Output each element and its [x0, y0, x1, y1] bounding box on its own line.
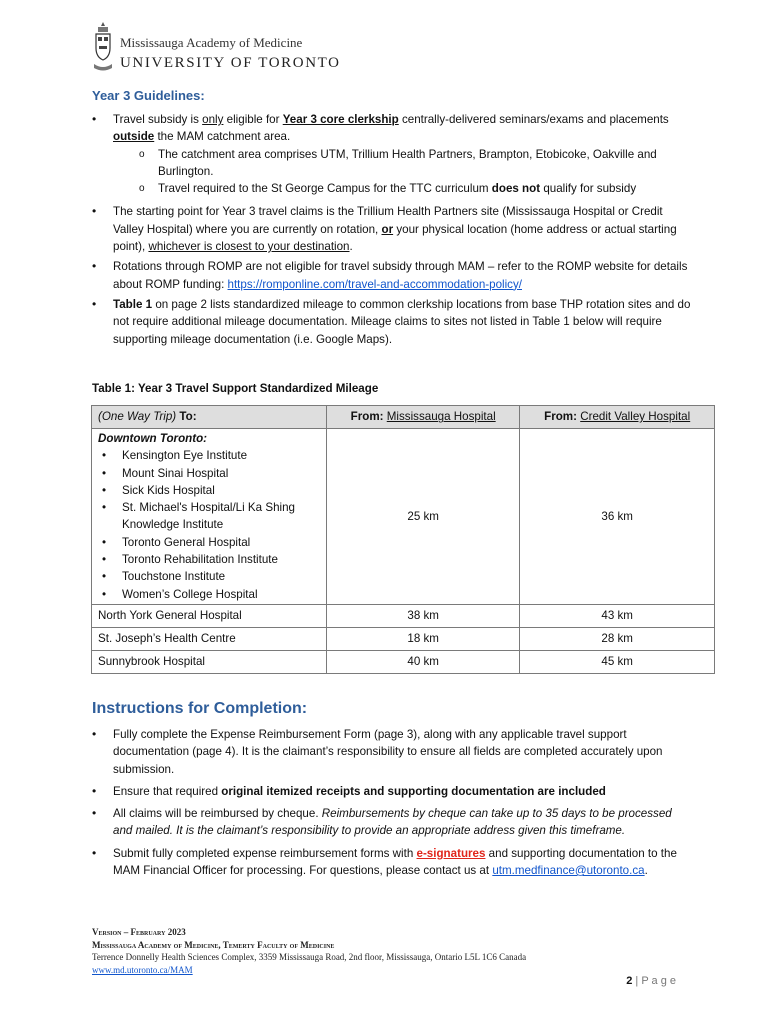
list-item: • Sick Kids Hospital — [102, 482, 320, 499]
list-item: • Toronto General Hospital — [102, 534, 320, 551]
list-item: • Touchstone Institute — [102, 568, 320, 585]
text: . — [349, 240, 353, 254]
header-from-credit-valley — [520, 406, 715, 429]
header-site-credit-valley: Credit Valley Hospital — [580, 410, 691, 424]
footer-address: Terrence Donnelly Health Sciences Complex, 3359 Mississauga Road, 2nd floor, Mississauga, Ontario L5L 1C6 Canada — [92, 952, 527, 962]
page-number — [626, 975, 676, 987]
cell-distance-mississauga: 18 km — [327, 627, 520, 650]
text: The starting point for Year 3 travel claims is the Trillium Health Partners site (Mississauga Hospital or Credit Valley Hospital) where you are currently on rotation, — [113, 205, 663, 236]
table-header-row — [92, 406, 715, 429]
text: eligible for — [223, 113, 283, 126]
list-item: • Mount Sinai Hospital — [102, 465, 320, 482]
text: Travel required to the St George Campus for the TTC curriculum — [158, 182, 492, 196]
text: . — [644, 864, 648, 878]
guidelines-list — [92, 111, 692, 351]
text: your physical location (home address or actual starting point), — [113, 222, 677, 254]
mileage-table — [91, 405, 715, 674]
instruction-submit — [92, 845, 692, 880]
page-label: P a g e — [641, 975, 676, 987]
logo-university-name: UNIVERSITY OF TORONTO — [120, 55, 341, 71]
text: on page 2 lists standardized mileage to common clerkship locations from base THP rotation sites and do not require additional mileage documentation. Mileage claims to sites not listed in Table 1 below will require supporting mileage documentation (i.e. Google Maps). — [113, 297, 691, 346]
cell-distance-credit-valley: 45 km — [520, 650, 715, 673]
cell-distance-credit-valley: 28 km — [520, 627, 715, 650]
list-item: • St. Michael's Hospital/Li Ka Shing Knowledge Institute — [102, 499, 320, 534]
text: All claims will be reimbursed by cheque. — [113, 807, 322, 821]
emphasis-outside: outside — [113, 130, 155, 144]
cell-distance-mississauga: 40 km — [327, 650, 520, 673]
cell-site: North York General Hospital — [92, 604, 327, 627]
guideline-sublist — [113, 146, 692, 198]
text: Travel subsidy is — [113, 113, 203, 126]
university-logo — [92, 20, 352, 76]
table-row — [92, 429, 715, 605]
coat-of-arms-icon — [92, 20, 114, 74]
emphasis-or: or — [381, 222, 394, 236]
downtown-title: Downtown Toronto: — [98, 432, 208, 445]
header-trip-label: (One Way Trip) — [98, 410, 177, 424]
footer-version: Version – February 2023 — [92, 927, 186, 937]
page-number-value: 2 — [626, 975, 633, 987]
instructions-heading: Instructions for Completion: — [92, 700, 308, 717]
emphasis-e-signatures: e-signatures — [416, 846, 486, 860]
instruction-complete-form: • Fully complete the Expense Reimbursement Form (page 3), along with any applicable travel support documentation (page 4). It is the claimant’s responsibility to ensure all fields are completed accurately upon submission. — [92, 726, 692, 778]
table-caption: Table 1: Year 3 Travel Support Standardized Mileage — [92, 382, 379, 395]
footer-website-link[interactable]: www.md.utoronto.ca/MAM — [92, 964, 193, 975]
guideline-romp — [92, 258, 692, 293]
header-from-label: From: — [544, 410, 577, 424]
downtown-sites-list — [98, 447, 320, 603]
page-separator: | — [632, 975, 642, 987]
text: and supporting documentation to the MAM Financial Officer for processing. For questions, please contact us at — [113, 846, 677, 878]
table-row — [92, 650, 715, 673]
logo-academy-name: Mississauga Academy of Medicine — [120, 35, 303, 50]
header-destination — [92, 406, 327, 429]
list-item: • Kensington Eye Institute — [102, 447, 320, 464]
header-site-mississauga: Mississauga Hospital — [386, 410, 496, 424]
footer-organization: Mississauga Academy of Medicine, Temerty Faculty of Medicine — [92, 939, 335, 950]
sub-catchment-area: o The catchment area comprises UTM, Trillium Health Partners, Brampton, Etobicoke, Oakville and Burlington. — [139, 146, 692, 181]
list-item: • Women’s College Hospital — [102, 586, 320, 603]
text: Rotations through ROMP are not eligible for travel subsidy through MAM – refer to the ROMP website for details about ROMP funding: — [113, 260, 688, 291]
text: the MAM catchment area. — [154, 130, 291, 144]
instruction-receipts — [92, 783, 692, 800]
emphasis-does-not: does not — [491, 182, 541, 196]
cell-distance-mississauga: 38 km — [327, 604, 520, 627]
header-from-label: From: — [350, 410, 384, 424]
instructions-list — [92, 726, 692, 882]
table-row — [92, 627, 715, 650]
guideline-subsidy-eligibility — [92, 111, 692, 197]
emphasis-cheque-timing: Reimbursements by cheque can take up to 35 days to be processed and mailed. It is the claimant’s responsibility to provide an appropriate address given this timeframe. — [113, 807, 672, 838]
sub-st-george-travel — [139, 180, 692, 197]
emphasis-table-1: Table 1 — [113, 297, 153, 311]
emphasis-closest: whichever is closest to your destination — [148, 240, 350, 254]
text: Ensure that required — [113, 784, 222, 798]
emphasis-original-receipts: original itemized receipts and supporting documentation are included — [221, 784, 606, 798]
header-from-mississauga — [327, 406, 520, 429]
cell-downtown-toronto — [92, 429, 327, 605]
cell-distance-mississauga: 25 km — [327, 429, 520, 605]
cell-site: St. Joseph’s Health Centre — [92, 627, 327, 650]
romp-policy-link[interactable]: https://romponline.com/travel-and-accommodation-policy/ — [227, 277, 522, 291]
table-row — [92, 604, 715, 627]
emphasis-only: only — [202, 113, 224, 126]
cell-distance-credit-valley: 43 km — [520, 604, 715, 627]
guideline-table-reference — [92, 296, 692, 348]
list-item: • Toronto Rehabilitation Institute — [102, 551, 320, 568]
page-footer — [92, 926, 526, 976]
guidelines-heading: Year 3 Guidelines: — [92, 88, 205, 103]
cell-distance-credit-valley: 36 km — [520, 429, 715, 605]
text: centrally-delivered seminars/exams and placements — [398, 113, 669, 126]
cell-site: Sunnybrook Hospital — [92, 650, 327, 673]
finance-email-link[interactable]: utm.medfinance@utoronto.ca — [492, 864, 645, 878]
emphasis-core-clerkship: Year 3 core clerkship — [282, 113, 399, 126]
guideline-starting-point — [92, 203, 692, 255]
instruction-cheque — [92, 805, 692, 840]
text: Submit fully completed expense reimbursement forms with — [113, 846, 417, 860]
text: qualify for subsidy — [540, 182, 637, 196]
header-to-label: To: — [176, 410, 197, 424]
